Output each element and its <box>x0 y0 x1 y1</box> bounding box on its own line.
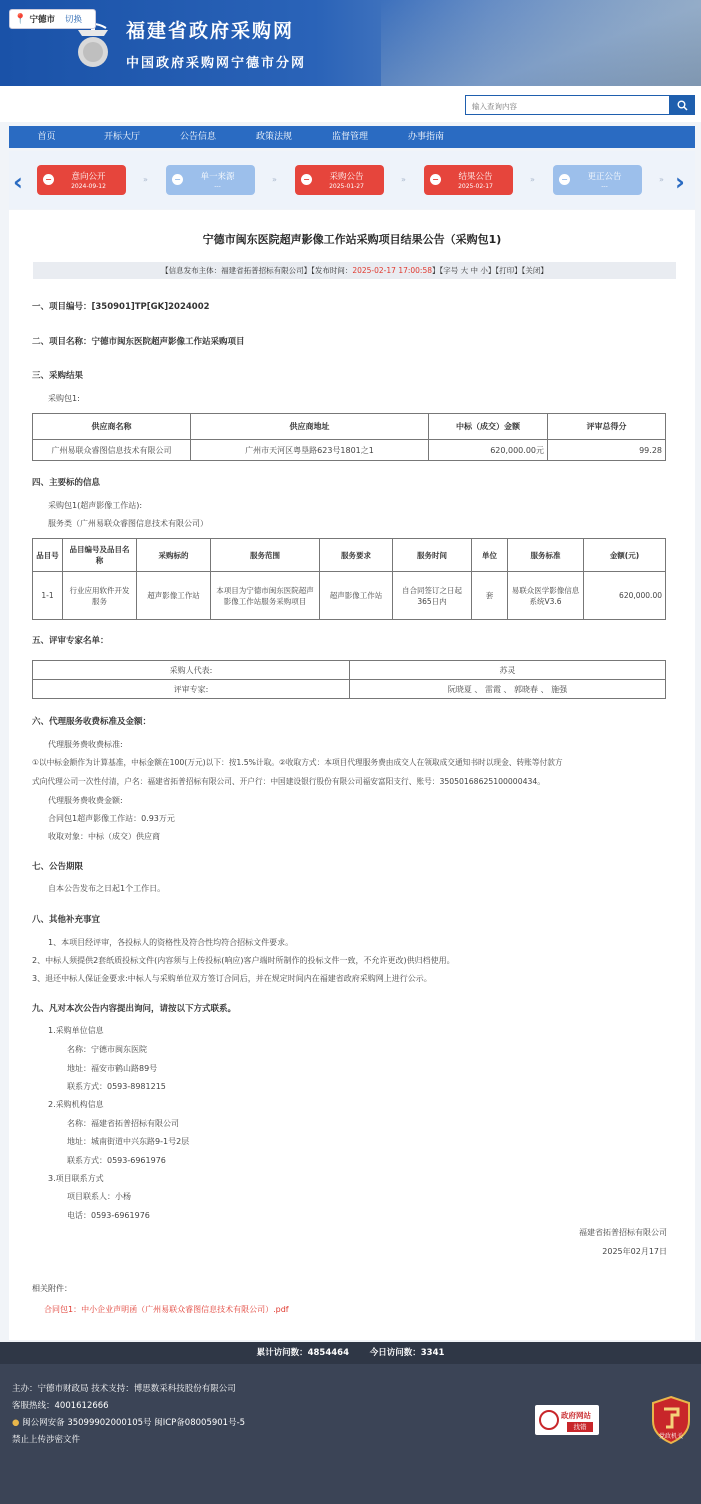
footer-icp-text: 闽公网安备 35099902000105号 闽ICP备08005901号-5 <box>22 1418 246 1428</box>
total-score: 99.28 <box>548 440 666 461</box>
flow-step-label: 采购公告 <box>329 172 364 182</box>
chevron-icon: » <box>401 175 406 184</box>
items-type: 服务类（广州易联众睿图信息技术有限公司） <box>48 519 208 528</box>
minus-icon: − <box>172 174 183 185</box>
supplier-name: 广州易联众睿图信息技术有限公司 <box>33 440 191 461</box>
items-package: 采购包1(超声影像工作站): <box>48 501 143 510</box>
section-other: 八、其他补充事宜 <box>32 915 101 925</box>
today-visits-label: 今日访问数： <box>369 1348 421 1358</box>
section-contact: 九、凡对本次公告内容提出询问，请按以下方式联系。 <box>32 1004 237 1014</box>
footer-hotline: 客服热线：4001612666 <box>12 1401 109 1411</box>
fee-target: 收取对象：中标（成交）供应商 <box>48 832 160 841</box>
flow-step[interactable] <box>37 165 126 195</box>
contact-agency-name: 名称：福建省拓普招标有限公司 <box>67 1119 179 1128</box>
police-badge-icon: ● <box>12 1418 20 1428</box>
flow-step-label: 更正公告 <box>587 172 622 182</box>
table-header: 品目编号及品目名称 <box>63 539 137 572</box>
table-header: 服务要求 <box>320 539 393 572</box>
fee-amount-label: 代理服务费收费金额: <box>48 796 123 805</box>
table-header: 中标（成交）金额 <box>429 414 548 440</box>
total-visits: 4854464 <box>307 1348 349 1358</box>
flow-next-icon[interactable]: › <box>675 168 685 196</box>
search-input[interactable]: 输入查询内容 <box>465 95 670 115</box>
contact-buyer-heading: 1.采购单位信息 <box>48 1026 104 1035</box>
package-label: 采购包1: <box>48 394 80 403</box>
table-header: 金额(元) <box>584 539 666 572</box>
site-title: 福建省政府采购网 <box>126 20 295 42</box>
today-visits: 3341 <box>420 1348 445 1358</box>
flow-step-date: 2024-09-12 <box>71 183 106 190</box>
contact-buyer-address: 地址：福安市鹤山路89号 <box>67 1064 158 1073</box>
nav-policies[interactable]: 政策法规 <box>255 132 292 142</box>
table-row <box>33 680 666 699</box>
table-header: 供应商地址 <box>191 414 429 440</box>
visit-stats <box>0 1342 701 1364</box>
flow-prev-icon[interactable]: ‹ <box>13 168 23 196</box>
section-period: 七、公告期限 <box>32 862 84 872</box>
table-header: 采购标的 <box>137 539 211 572</box>
attachment-link[interactable]: 合同包1：中小企业声明函（广州易联众睿图信息技术有限公司）.pdf <box>44 1305 289 1314</box>
procurement-flow <box>9 151 695 209</box>
gov-website-error-badge[interactable] <box>535 1405 599 1435</box>
city-switch-link[interactable]: 切换 <box>64 15 82 25</box>
flow-step[interactable] <box>553 165 642 195</box>
badge-sub: 找错 <box>567 1422 593 1432</box>
table-header: 品目号 <box>33 539 63 572</box>
contact-agency-heading: 2.采购机构信息 <box>48 1100 104 1109</box>
table-header: 服务时间 <box>393 539 472 572</box>
section-experts: 五、评审专家名单： <box>32 636 109 646</box>
site-banner <box>0 0 701 86</box>
minus-icon: − <box>430 174 441 185</box>
flow-step[interactable] <box>295 165 384 195</box>
party-gov-badge[interactable] <box>650 1395 692 1445</box>
badge-text: 政府网站 <box>561 1411 591 1420</box>
main-nav <box>9 126 695 148</box>
signature-date: 2025年02月17日 <box>602 1247 667 1256</box>
section-project-name: 二、项目名称：宁德市闽东医院超声影像工作站采购项目 <box>32 337 245 347</box>
section-result: 三、采购结果 <box>32 371 84 381</box>
contact-buyer-name: 名称：宁德市闽东医院 <box>67 1045 147 1054</box>
item-requirement: 超声影像工作站 <box>320 572 393 620</box>
item-time: 自合同签订之日起365日内 <box>393 572 472 620</box>
item-amount: 620,000.00 <box>584 572 666 620</box>
fee-amount: 合同包1超声影像工作站：0.93万元 <box>48 814 175 823</box>
search-button[interactable] <box>670 95 695 115</box>
contact-agency-phone: 联系方式：0593-6961976 <box>67 1156 166 1165</box>
item-subject: 超声影像工作站 <box>137 572 211 620</box>
nav-notices[interactable]: 公告信息 <box>179 132 216 142</box>
flow-step[interactable] <box>166 165 255 195</box>
location-pin-icon: 📍 <box>14 13 27 25</box>
fee-standard-text-2: 式向代理公司一次性付清，户名：福建省拓普招标有限公司、开户行：中国建设银行股份有限公司福安富阳支行、账号：35050168625100000434。 <box>32 777 545 786</box>
fee-standard-text-1: ①以中标金额作为计算基准，中标金额在100(万元)以下：按1.5%计取。②收取方式：本项目代理服务费由成交人在领取成交通知书时以现金、转账等付款方 <box>32 758 563 767</box>
attachments-label: 相关附件： <box>32 1284 72 1293</box>
flow-step-date: 2025-02-17 <box>458 183 493 190</box>
chevron-icon: » <box>659 175 664 184</box>
item-unit: 套 <box>472 572 508 620</box>
table-header: 服务范围 <box>211 539 320 572</box>
contact-project-person: 项目联系人：小杨 <box>67 1192 131 1201</box>
flow-step-label: 单一来源 <box>200 172 235 182</box>
city-selector[interactable] <box>9 9 96 29</box>
notice-info-bar <box>33 262 676 279</box>
party-gov-text: 党政机关 <box>658 1433 683 1440</box>
nav-guide[interactable]: 办事指南 <box>407 132 444 142</box>
footer-warning: 禁止上传涉密文件 <box>12 1435 81 1445</box>
flow-step-label: 意向公开 <box>71 172 106 182</box>
contact-project-heading: 3.项目联系方式 <box>48 1174 104 1183</box>
section-items: 四、主要标的信息 <box>32 478 101 488</box>
expert-names: 阮晓夏 、 雷霞 、 郭晓春 、 施强 <box>350 680 666 699</box>
chevron-icon: » <box>272 175 277 184</box>
rep-label: 采购人代表: <box>33 661 350 680</box>
table-row <box>33 572 666 620</box>
search-icon <box>677 100 688 111</box>
bid-amount: 620,000.00元 <box>429 440 548 461</box>
flow-step-date: --- <box>214 183 221 190</box>
footer-icp[interactable] <box>12 1416 245 1428</box>
period-text: 自本公告发布之日起1个工作日。 <box>48 884 166 893</box>
flow-step[interactable] <box>424 165 513 195</box>
item-category: 行业应用软件开发服务 <box>63 572 137 620</box>
notice-title: 宁德市闽东医院超声影像工作站采购项目结果公告（采购包1) <box>202 233 502 246</box>
item-standard: 易联众医学影像信息系统V3.6 <box>508 572 584 620</box>
site-subtitle: 中国政府采购网宁德市分网 <box>126 56 307 71</box>
signature-org: 福建省拓普招标有限公司 <box>579 1228 667 1237</box>
rep-name: 苏灵 <box>350 661 666 680</box>
contact-project-phone: 电话：0593-6961976 <box>67 1211 150 1220</box>
info-actions[interactable]: 】【字号 大 中 小】【打印】【关闭】 <box>432 266 548 275</box>
table-header: 供应商名称 <box>33 414 191 440</box>
info-prefix: 【信息发布主体：福建省拓普招标有限公司】【发布时间： <box>161 266 353 275</box>
table-header: 评审总得分 <box>548 414 666 440</box>
expert-label: 评审专家: <box>33 680 350 699</box>
section-project-no: 一、项目编号：[350901]TP[GK]2024002 <box>32 302 210 312</box>
table-row <box>33 661 666 680</box>
total-visits-label: 累计访问数： <box>256 1348 308 1358</box>
supplier-address: 广州市天河区粤垦路623号1801之1 <box>191 440 429 461</box>
other-item-3: 3、退还中标人保证金要求:中标人与采购单位双方签订合同后，并在规定时间内在福建省政府采购网上进行公示。 <box>32 974 432 983</box>
footer-host: 主办：宁德市财政局 技术支持：博思数采科技股份有限公司 <box>12 1384 236 1394</box>
items-table <box>32 538 666 620</box>
other-item-2: 2、中标人须提供2套纸质投标文件(内容须与上传投标(响应)客户端时所制作的投标文件一致，不允许更改)供归档使用。 <box>32 956 455 965</box>
magnifier-icon <box>539 1410 559 1430</box>
nav-bid-hall[interactable]: 开标大厅 <box>103 132 140 142</box>
flow-step-date: --- <box>601 183 608 190</box>
flow-step-label: 结果公告 <box>458 172 493 182</box>
item-no: 1-1 <box>33 572 63 620</box>
chevron-icon: » <box>530 175 535 184</box>
banner-scenery <box>381 0 701 86</box>
section-fees: 六、代理服务收费标准及金额： <box>32 717 152 727</box>
item-scope: 本项目为宁德市闽东医院超声影像工作站服务采购项目 <box>211 572 320 620</box>
minus-icon: − <box>43 174 54 185</box>
publish-time: 2025-02-17 17:00:58 <box>352 266 432 275</box>
table-header: 单位 <box>472 539 508 572</box>
minus-icon: − <box>301 174 312 185</box>
fee-standard-label: 代理服务费收费标准: <box>48 740 123 749</box>
notice-content <box>9 210 695 1340</box>
contact-agency-address: 地址：城南街道中兴东路9-1号2层 <box>67 1137 190 1146</box>
result-table <box>32 413 666 461</box>
nav-supervision[interactable]: 监督管理 <box>331 132 368 142</box>
city-name: 宁德市 <box>29 15 55 25</box>
flow-step-date: 2025-01-27 <box>329 183 364 190</box>
other-item-1: 1、本项目经评审，各投标人的资格性及符合性均符合招标文件要求。 <box>48 938 294 947</box>
table-header: 服务标准 <box>508 539 584 572</box>
chevron-icon: » <box>143 175 148 184</box>
contact-buyer-phone: 联系方式：0593-8981215 <box>67 1082 166 1091</box>
minus-icon: − <box>559 174 570 185</box>
experts-table <box>32 660 666 699</box>
table-row <box>33 440 666 461</box>
nav-home[interactable]: 首页 <box>37 132 56 142</box>
